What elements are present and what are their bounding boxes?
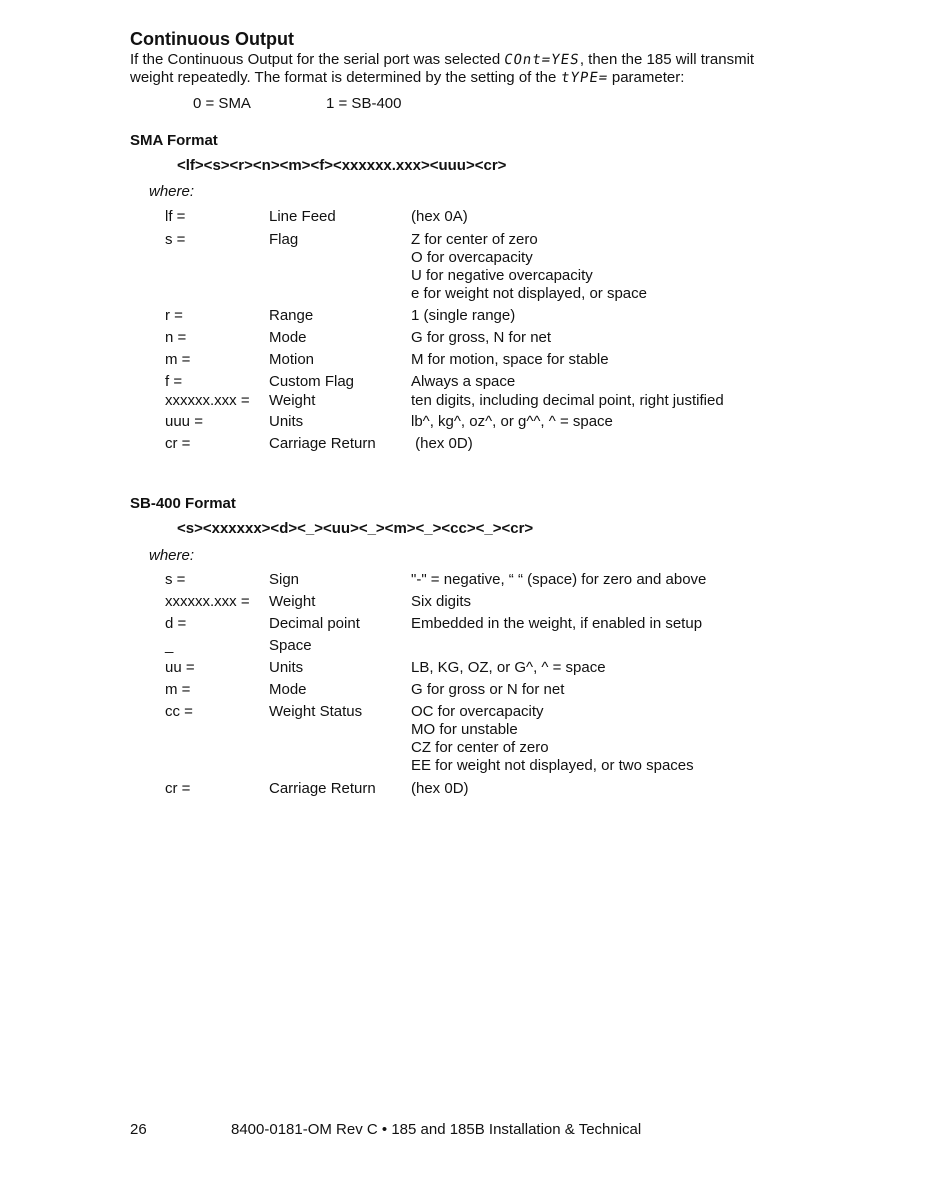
intro-text: parameter: — [607, 69, 685, 86]
sma-section-title: SMA Format — [130, 132, 218, 149]
field-name: Units — [269, 659, 304, 676]
description-line: U for negative overcapacity — [411, 267, 593, 284]
field-description — [411, 615, 702, 633]
intro-text: , then the 185 will transmit — [579, 51, 755, 68]
intro-line-1 — [130, 51, 754, 69]
field-description — [411, 392, 724, 410]
field-name: Weight Status — [269, 703, 363, 720]
field-code: cr = — [165, 780, 191, 797]
field-name: Flag — [269, 231, 299, 248]
description-line: (hex 0D) — [411, 435, 473, 452]
field-name: Space — [269, 637, 312, 654]
field-code: s = — [165, 571, 186, 588]
description-line: LB, KG, OZ, or G^, ^ = space — [411, 659, 606, 676]
field-description — [411, 435, 473, 453]
option-sma: 0 = SMA — [193, 95, 251, 112]
field-code: f = — [165, 373, 183, 390]
field-code: lf = — [165, 208, 186, 225]
field-code: _ — [165, 637, 174, 654]
description-line: Six digits — [411, 593, 472, 610]
description-line: e for weight not displayed, or space — [411, 285, 647, 302]
page-heading: Continuous Output — [130, 29, 294, 49]
intro-line-2 — [130, 69, 684, 87]
sb400-format-string: <s><xxxxxx><d><_><uu><_><m><_><cc><_><cr> — [177, 520, 534, 537]
field-name: Motion — [269, 351, 315, 368]
field-description — [411, 703, 694, 775]
description-line: Embedded in the weight, if enabled in setup — [411, 615, 703, 632]
field-code: xxxxxx.xxx = — [165, 392, 250, 409]
field-name: Carriage Return — [269, 435, 376, 452]
description-line: O for overcapacity — [411, 249, 533, 266]
field-code: cr = — [165, 435, 191, 452]
description-line: (hex 0D) — [411, 780, 469, 797]
field-code: xxxxxx.xxx = — [165, 593, 250, 610]
field-description — [411, 571, 706, 589]
description-line: ten digits, including decimal point, right justified — [411, 392, 724, 409]
field-name: Weight — [269, 392, 316, 409]
field-description — [411, 329, 551, 347]
field-name: Carriage Return — [269, 780, 376, 797]
description-line: EE for weight not displayed, or two spaces — [411, 757, 694, 774]
description-line: MO for unstable — [411, 721, 518, 738]
field-description — [411, 373, 515, 391]
intro-text: If the Continuous Output for the serial port was selected — [130, 51, 505, 68]
field-description — [411, 208, 468, 226]
sma-format-string: <lf><s><r><n><m><f><xxxxxx.xxx><uuu><cr> — [177, 157, 507, 174]
type-parameter-display: tYPE= — [559, 70, 609, 86]
intro-text: weight repeatedly. The format is determined by the setting of the — [130, 69, 561, 86]
description-line: CZ for center of zero — [411, 739, 549, 756]
field-name: Weight — [269, 593, 316, 610]
description-line: "-" = negative, “ “ (space) for zero and above — [411, 571, 707, 588]
field-description — [411, 780, 469, 798]
field-description — [411, 681, 564, 699]
field-name: Mode — [269, 681, 307, 698]
field-code: cc = — [165, 703, 193, 720]
field-name: Units — [269, 413, 304, 430]
field-code: m = — [165, 681, 191, 698]
description-line: Always a space — [411, 373, 516, 390]
sma-where-label: where: — [149, 183, 195, 200]
field-code: s = — [165, 231, 186, 248]
option-sb400: 1 = SB-400 — [326, 95, 402, 112]
description-line: G for gross or N for net — [411, 681, 565, 698]
description-line: G for gross, N for net — [411, 329, 552, 346]
description-line: 1 (single range) — [411, 307, 516, 324]
field-name: Custom Flag — [269, 373, 355, 390]
description-line: (hex 0A) — [411, 208, 468, 225]
field-code: m = — [165, 351, 191, 368]
field-name: Sign — [269, 571, 300, 588]
field-name: Decimal point — [269, 615, 360, 632]
field-code: uuu = — [165, 413, 203, 430]
field-description — [411, 307, 515, 325]
description-line: lb^, kg^, oz^, or g^^, ^ = space — [411, 413, 613, 430]
field-description — [411, 413, 613, 431]
field-code: d = — [165, 615, 187, 632]
field-code: r = — [165, 307, 183, 324]
page-number: 26 — [130, 1121, 147, 1138]
description-line: M for motion, space for stable — [411, 351, 609, 368]
field-description — [411, 593, 471, 611]
field-description — [411, 351, 609, 369]
sb400-section-title: SB-400 Format — [130, 495, 236, 512]
footer-document-title: 8400-0181-OM Rev C • 185 and 185B Installation & Technical — [231, 1121, 642, 1138]
sb400-where-label: where: — [149, 547, 195, 564]
description-line: OC for overcapacity — [411, 703, 544, 720]
cont-parameter-display: COnt=YES — [503, 52, 581, 68]
field-name: Range — [269, 307, 314, 324]
field-code: n = — [165, 329, 187, 346]
field-name: Line Feed — [269, 208, 336, 225]
field-description — [411, 231, 647, 303]
field-description — [411, 659, 606, 677]
description-line: Z for center of zero — [411, 231, 538, 248]
field-name: Mode — [269, 329, 307, 346]
field-code: uu = — [165, 659, 195, 676]
